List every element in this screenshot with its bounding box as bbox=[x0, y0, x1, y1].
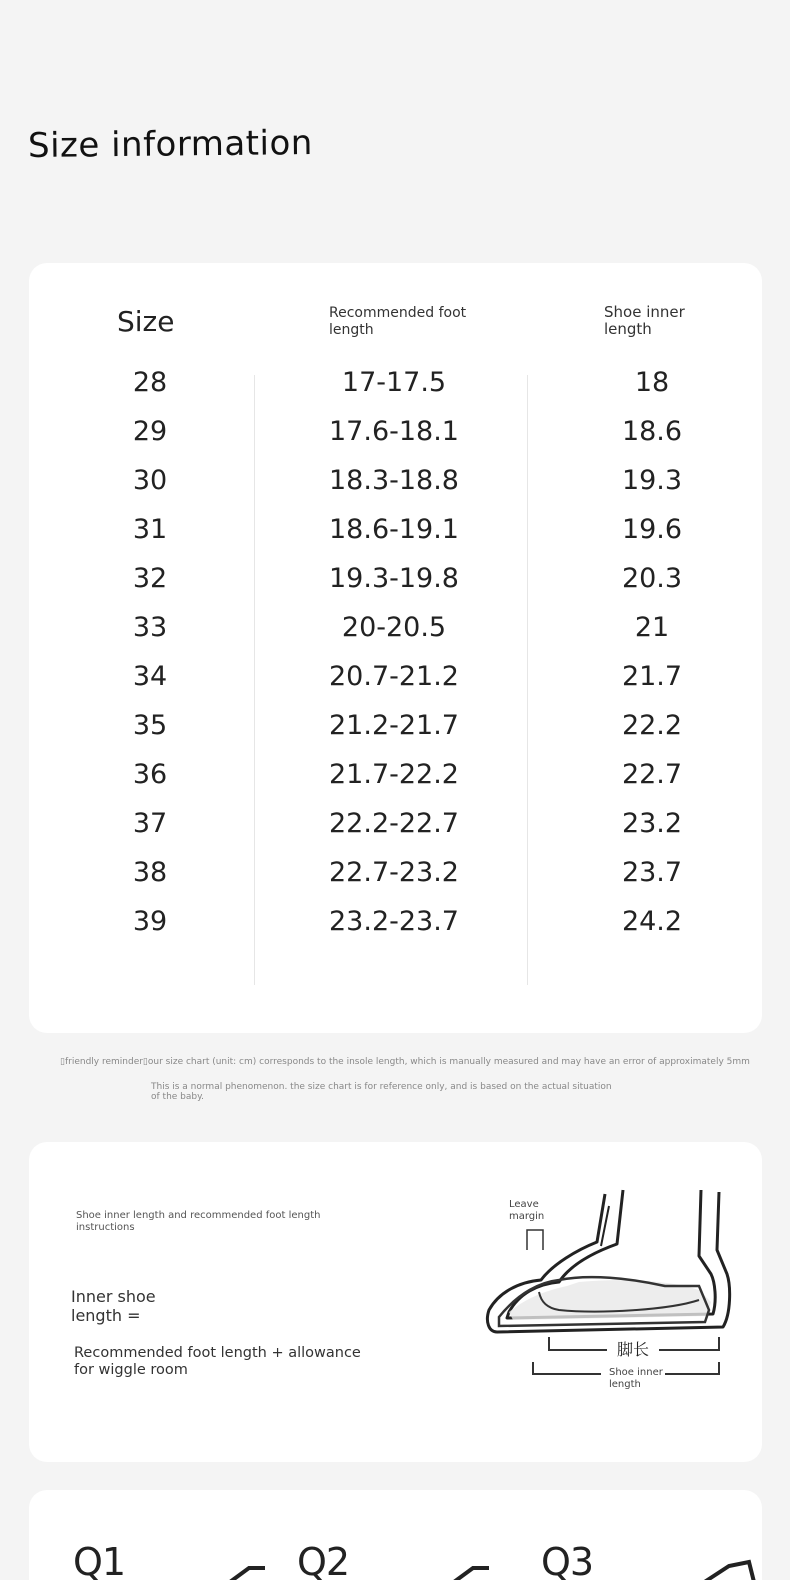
table-row bbox=[29, 612, 762, 661]
instructions-card bbox=[29, 1142, 762, 1462]
inner-length-bracket-left bbox=[533, 1362, 601, 1374]
inner-length-cell: 18.6 bbox=[621, 416, 683, 447]
inner-length-cell: 19.3 bbox=[621, 465, 683, 496]
foot-length-cell: 18.3-18.8 bbox=[329, 465, 459, 496]
size-cell: 32 bbox=[132, 563, 168, 594]
size-table-card bbox=[29, 263, 762, 1033]
table-row bbox=[29, 416, 762, 465]
foot-length-cell: 18.6-19.1 bbox=[329, 514, 459, 545]
size-cell: 28 bbox=[132, 367, 168, 398]
size-cell: 34 bbox=[132, 661, 168, 692]
table-row bbox=[29, 710, 762, 759]
reference-note: This is a normal phenomenon. the size chart is for reference only, and is based on the actual situation of the baby. bbox=[151, 1082, 612, 1102]
inner-length-cell: 21.7 bbox=[621, 661, 683, 692]
formula-text: Recommended foot length + allowance for wiggle room bbox=[74, 1345, 361, 1378]
shoe-inner-label-line2: length bbox=[609, 1379, 641, 1390]
inner-length-cell: 22.7 bbox=[621, 759, 683, 790]
foot-length-cell: 17-17.5 bbox=[341, 367, 447, 398]
table-row bbox=[29, 465, 762, 514]
size-cell: 37 bbox=[132, 808, 168, 839]
shoe-inner-label-line1: Shoe inner bbox=[609, 1367, 663, 1378]
foot-length-cell: 22.7-23.2 bbox=[329, 857, 459, 888]
foot-length-cell: 21.7-22.2 bbox=[329, 759, 459, 790]
inner-length-cell: 24.2 bbox=[621, 906, 683, 937]
faq-q3: Q3 bbox=[541, 1540, 594, 1580]
size-cell: 35 bbox=[132, 710, 168, 741]
inner-length-cell: 18 bbox=[634, 367, 670, 398]
size-cell: 30 bbox=[132, 465, 168, 496]
shoe-diagram bbox=[469, 1182, 759, 1402]
table-row bbox=[29, 367, 762, 416]
instructions-caption: Shoe inner length and recommended foot length instructions bbox=[76, 1210, 321, 1233]
faq-q1: Q1 bbox=[73, 1540, 126, 1580]
foot-length-bracket-left bbox=[549, 1337, 607, 1350]
inner-length-cell: 23.2 bbox=[621, 808, 683, 839]
size-table-rows bbox=[29, 367, 762, 955]
table-row bbox=[29, 808, 762, 857]
arrow-icon bbox=[433, 1560, 493, 1580]
inner-length-cell: 20.3 bbox=[621, 563, 683, 594]
friendly-reminder: ▯friendly reminder▯our size chart (unit: cm) corresponds to the insole length, which is manually measured and may have an error of approximately 5mm bbox=[60, 1057, 750, 1067]
foot-length-cell: 19.3-19.8 bbox=[329, 563, 459, 594]
inner-length-bracket-right bbox=[665, 1362, 719, 1374]
table-row bbox=[29, 563, 762, 612]
foot-length-cell: 17.6-18.1 bbox=[329, 416, 459, 447]
table-row bbox=[29, 857, 762, 906]
table-row bbox=[29, 514, 762, 563]
inner-length-cell: 21 bbox=[634, 612, 670, 643]
inner-length-cell: 19.6 bbox=[621, 514, 683, 545]
header-recommended-foot-length: Recommended foot length bbox=[329, 305, 467, 338]
header-size: Size bbox=[117, 305, 175, 338]
size-cell: 33 bbox=[132, 612, 168, 643]
size-cell: 29 bbox=[132, 416, 168, 447]
foot-length-cell: 22.2-22.7 bbox=[329, 808, 459, 839]
size-cell: 36 bbox=[132, 759, 168, 790]
arrow-icon bbox=[209, 1560, 269, 1580]
foot-length-cell: 20.7-21.2 bbox=[329, 661, 459, 692]
inner-length-cell: 23.7 bbox=[621, 857, 683, 888]
foot-length-cell: 21.2-21.7 bbox=[329, 710, 459, 741]
leave-margin-label-line2: margin bbox=[509, 1211, 545, 1222]
faq-card bbox=[29, 1490, 762, 1580]
foot-length-label: 脚长 bbox=[616, 1340, 650, 1359]
table-row bbox=[29, 661, 762, 710]
size-cell: 31 bbox=[132, 514, 168, 545]
size-cell: 38 bbox=[132, 857, 168, 888]
leave-margin-label-line1: Leave bbox=[509, 1199, 539, 1210]
formula-label: Inner shoe length = bbox=[71, 1287, 156, 1325]
table-row bbox=[29, 759, 762, 808]
foot-length-bracket-right bbox=[659, 1337, 719, 1350]
foot-length-cell: 20-20.5 bbox=[341, 612, 447, 643]
foot-length-cell: 23.2-23.7 bbox=[329, 906, 459, 937]
size-cell: 39 bbox=[132, 906, 168, 937]
header-shoe-inner-length: Shoe inner length bbox=[604, 303, 685, 338]
faq-q2: Q2 bbox=[297, 1540, 350, 1580]
margin-bracket-icon bbox=[527, 1230, 543, 1250]
inner-length-cell: 22.2 bbox=[621, 710, 683, 741]
page-title: Size information bbox=[27, 123, 314, 166]
shoe-sketch-icon bbox=[679, 1556, 759, 1580]
table-row bbox=[29, 906, 762, 955]
